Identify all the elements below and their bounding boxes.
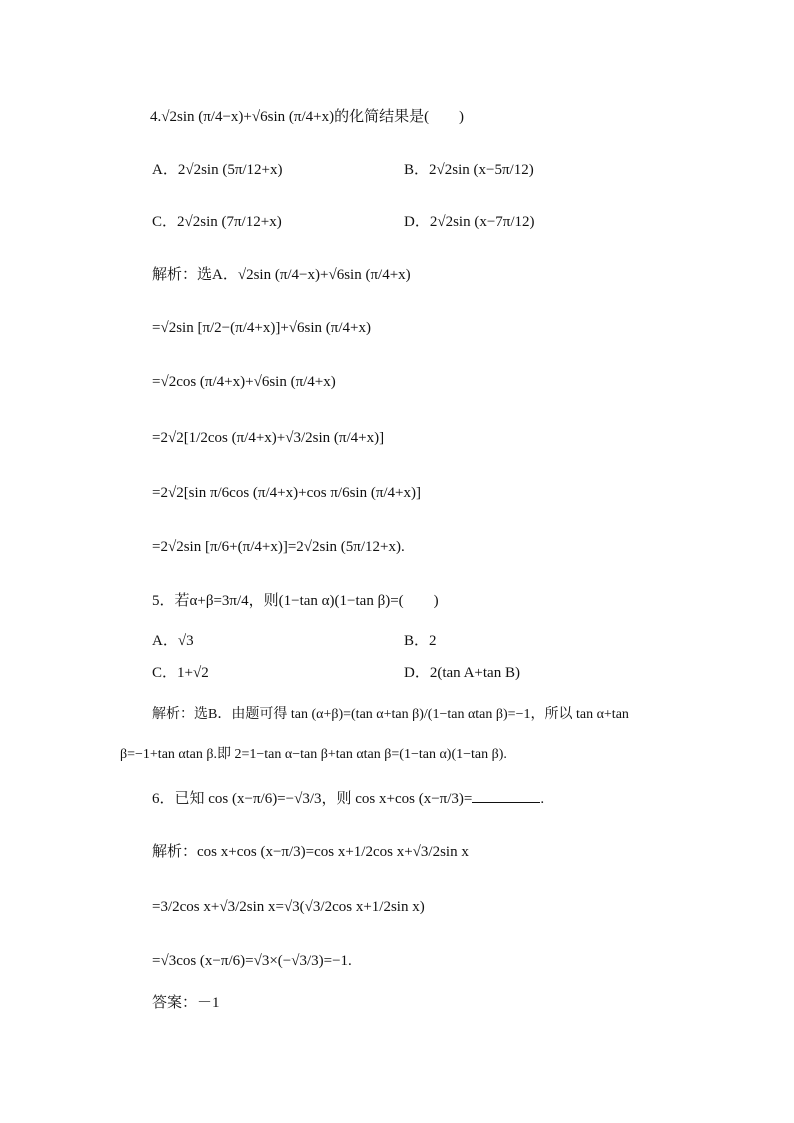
q4-solution-line: =2√2[sin π/6cos (π/4+x)+cos π/6sin (π/4+x)] bbox=[152, 485, 422, 501]
q5-option-a: A．√3 bbox=[152, 633, 194, 649]
q4-solution-line: =2√2[1/2cos (π/4+x)+√3/2sin (π/4+x)] bbox=[152, 430, 385, 446]
q5-solution-line: 解析：选B．由题可得 tan (α+β)=(tan α+tan β)/(1−tan αtan β)=−1，所以 tan α+tan bbox=[152, 707, 629, 722]
q6-answer: 答案：－1 bbox=[152, 995, 220, 1011]
q4-option-d: D．2√2sin (x−7π/12) bbox=[404, 214, 535, 230]
q5-option-c: C．1+√2 bbox=[152, 665, 209, 681]
q6-solution-line: 解析：cos x+cos (x−π/3)=cos x+1/2cos x+√3/2sin x bbox=[152, 844, 469, 860]
q5-solution-line: β=−1+tan αtan β.即 2=1−tan α−tan β+tan αtan β=(1−tan α)(1−tan β). bbox=[120, 747, 507, 762]
q6-stem-end: . bbox=[540, 791, 545, 807]
q5-option-d: D．2(tan A+tan B) bbox=[404, 665, 520, 681]
q4-stem: 4.√2sin (π/4−x)+√6sin (π/4+x)的化简结果是( ) bbox=[150, 109, 465, 125]
q4-option-a: A．2√2sin (5π/12+x) bbox=[152, 162, 283, 178]
answer-blank bbox=[472, 788, 540, 803]
q6-stem bbox=[152, 788, 544, 809]
q4-solution-line: 解析：选A．√2sin (π/4−x)+√6sin (π/4+x) bbox=[152, 267, 411, 283]
q5-option-b: B．2 bbox=[404, 633, 437, 649]
q4-option-b: B．2√2sin (x−5π/12) bbox=[404, 162, 534, 178]
q6-stem-text: 6．已知 cos (x−π/6)=−√3/3，则 cos x+cos (x−π/3)= bbox=[152, 791, 473, 807]
q6-solution-line: =√3cos (x−π/6)=√3×(−√3/3)=−1. bbox=[152, 953, 352, 969]
q4-solution-line: =√2cos (π/4+x)+√6sin (π/4+x) bbox=[152, 374, 336, 390]
q4-solution-line: =√2sin [π/2−(π/4+x)]+√6sin (π/4+x) bbox=[152, 320, 371, 336]
q4-option-c: C．2√2sin (7π/12+x) bbox=[152, 214, 282, 230]
q4-solution-line: =2√2sin [π/6+(π/4+x)]=2√2sin (5π/12+x). bbox=[152, 539, 405, 555]
q6-solution-line: =3/2cos x+√3/2sin x=√3(√3/2cos x+1/2sin x) bbox=[152, 899, 425, 915]
q5-stem: 5．若α+β=3π/4，则(1−tan α)(1−tan β)=( ) bbox=[152, 593, 439, 609]
